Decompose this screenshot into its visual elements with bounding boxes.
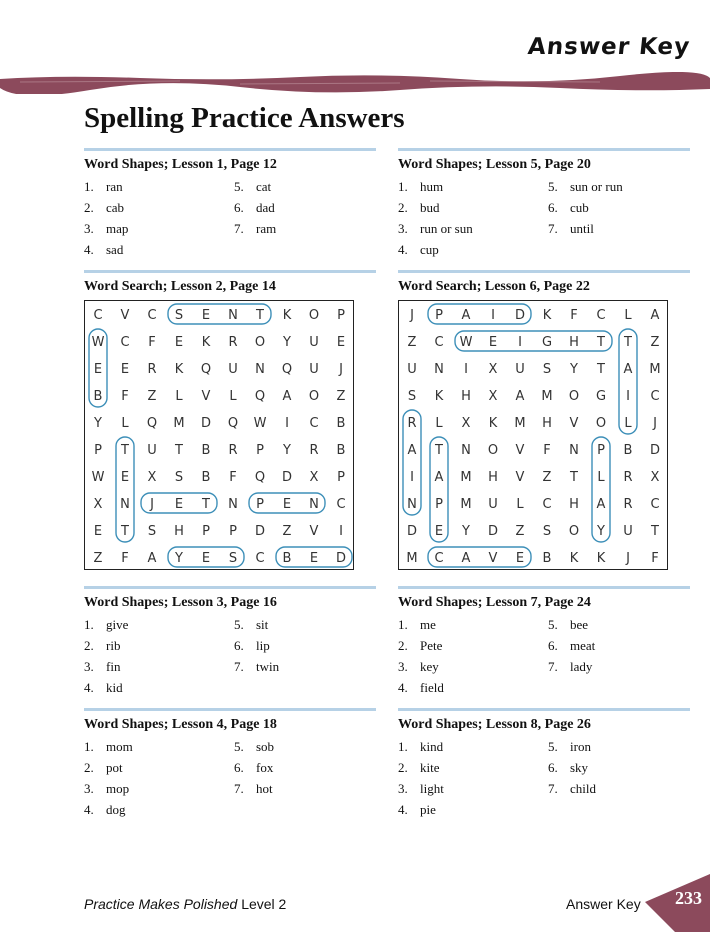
grid-letter: K	[542, 308, 552, 323]
answer-item: 7. lady	[548, 659, 593, 674]
grid-letter: S	[174, 470, 184, 485]
grid-letter: M	[406, 551, 418, 566]
section-rule	[84, 270, 376, 273]
grid-letter: S	[542, 362, 552, 377]
grid-letter: X	[488, 389, 498, 404]
grid-letter: F	[570, 308, 578, 323]
grid-letter: E	[434, 524, 444, 539]
grid-letter: E	[282, 497, 292, 512]
word-search-grid-svg	[85, 301, 355, 571]
grid-letter: U	[515, 362, 525, 377]
grid-letter: Y	[462, 524, 470, 539]
grid-letter: R	[623, 497, 633, 512]
grid-letter: L	[624, 416, 632, 431]
grid-letter: V	[120, 308, 130, 323]
grid-letter: C	[650, 389, 660, 404]
grid-letter: P	[597, 443, 605, 458]
grid-letter: U	[228, 362, 238, 377]
grid-letter: D	[254, 524, 266, 539]
grid-letter: I	[464, 362, 468, 377]
grid-letter: V	[201, 389, 211, 404]
grid-letter: N	[569, 443, 579, 458]
page-title: Spelling Practice Answers	[84, 102, 405, 134]
grid-letter: R	[623, 470, 633, 485]
grid-letter: J	[410, 308, 414, 323]
section-heading: Word Shapes; Lesson 5, Page 20	[398, 157, 591, 172]
grid-letter: U	[309, 335, 319, 350]
word-search-grid-2	[398, 300, 668, 570]
answer-item: 4. cup	[398, 242, 439, 257]
grid-letter: S	[228, 551, 238, 566]
grid-letter: Q	[281, 362, 293, 377]
answer-item: 6. sky	[548, 760, 589, 775]
grid-letter: D	[200, 416, 212, 431]
grid-letter: I	[491, 308, 495, 323]
grid-letter: J	[626, 551, 630, 566]
grid-letter: X	[309, 470, 319, 485]
grid-letter: Y	[283, 443, 291, 458]
grid-letter: I	[518, 335, 522, 350]
grid-letter: H	[174, 524, 184, 539]
grid-letter: J	[339, 362, 343, 377]
section-rule	[84, 148, 376, 151]
grid-letter: Y	[94, 416, 102, 431]
section-lesson-4	[84, 708, 376, 827]
word-search-grid-1	[84, 300, 354, 570]
grid-letter: N	[120, 497, 130, 512]
header-title: Answer Key	[526, 34, 692, 60]
answer-item: 6. fox	[234, 760, 274, 775]
grid-letter: A	[461, 308, 471, 323]
answer-item: 6. lip	[234, 638, 270, 653]
grid-letter: Q	[254, 470, 266, 485]
grid-letter: M	[460, 470, 472, 485]
grid-letter: E	[201, 551, 211, 566]
grid-letter: O	[568, 389, 580, 404]
grid-letter: C	[147, 308, 157, 323]
grid-letter: K	[201, 335, 211, 350]
grid-letter: Q	[200, 362, 212, 377]
answer-item: 4. dog	[84, 802, 126, 817]
grid-letter: O	[308, 389, 320, 404]
answer-item: 1. ran	[84, 179, 123, 194]
answer-item: 3. mop	[84, 781, 130, 796]
section-heading: Word Search; Lesson 6, Page 22	[398, 279, 590, 294]
grid-letter: U	[623, 524, 633, 539]
answer-item: 4. pie	[398, 802, 436, 817]
answer-item: 1. mom	[84, 739, 133, 754]
grid-letter: F	[543, 443, 551, 458]
grid-letter: E	[336, 335, 346, 350]
section-rule	[398, 586, 690, 589]
grid-letter: S	[174, 308, 184, 323]
grid-letter: W	[253, 416, 267, 431]
answer-item: 4. kid	[84, 680, 123, 695]
answer-list	[398, 615, 690, 705]
section-heading: Word Shapes; Lesson 1, Page 12	[84, 157, 277, 172]
footer-book-title: Practice Makes Polished Level 2	[84, 896, 287, 912]
grid-letter: Z	[407, 335, 417, 350]
grid-letter: K	[596, 551, 606, 566]
grid-letter: A	[596, 497, 606, 512]
answer-item: 2. Pete	[398, 638, 443, 653]
grid-letter: V	[515, 470, 525, 485]
grid-letter: H	[488, 470, 498, 485]
grid-letter: Y	[175, 551, 183, 566]
grid-letter: C	[650, 497, 660, 512]
grid-letter: R	[309, 443, 319, 458]
answer-item: 7. hot	[234, 781, 273, 796]
answer-item: 1. kind	[398, 739, 444, 754]
section-rule	[398, 148, 690, 151]
grid-letter: D	[514, 308, 526, 323]
grid-letter: R	[407, 416, 417, 431]
grid-letter: X	[650, 470, 660, 485]
section-rule	[398, 270, 690, 273]
grid-letter: N	[255, 362, 265, 377]
grid-letter: R	[147, 362, 157, 377]
grid-letter: O	[308, 308, 320, 323]
grid-letter: Z	[336, 389, 346, 404]
answer-item: 5. bee	[548, 617, 589, 632]
grid-letter: I	[410, 470, 414, 485]
answer-item: 2. kite	[398, 760, 440, 775]
answer-item: 4. field	[398, 680, 444, 695]
grid-letter: B	[336, 443, 346, 458]
grid-letter: W	[91, 335, 105, 350]
grid-letter: E	[120, 470, 130, 485]
grid-letter: P	[229, 524, 237, 539]
footer-section-label: Answer Key	[566, 896, 641, 912]
grid-letter: I	[285, 416, 289, 431]
grid-letter: F	[651, 551, 659, 566]
section-lesson-7	[398, 586, 690, 705]
grid-letter: E	[174, 497, 184, 512]
grid-letter: G	[541, 335, 553, 350]
grid-letter: C	[309, 416, 319, 431]
grid-letter: C	[542, 497, 552, 512]
grid-letter: W	[91, 470, 105, 485]
section-lesson-5	[398, 148, 690, 267]
grid-letter: S	[147, 524, 157, 539]
grid-letter: Q	[227, 416, 239, 431]
grid-letter: P	[256, 443, 264, 458]
grid-letter: C	[434, 335, 444, 350]
grid-letter: Q	[254, 389, 266, 404]
grid-letter: N	[228, 497, 238, 512]
grid-letter: P	[94, 443, 102, 458]
grid-letter: B	[623, 443, 633, 458]
grid-letter: P	[256, 497, 264, 512]
grid-letter: T	[121, 524, 129, 539]
answer-item: 3. key	[398, 659, 439, 674]
grid-letter: P	[435, 497, 443, 512]
section-lesson-3	[84, 586, 376, 705]
grid-letter: B	[201, 443, 211, 458]
grid-letter: Z	[515, 524, 525, 539]
grid-letter: E	[515, 551, 525, 566]
grid-letter: N	[407, 497, 417, 512]
grid-letter: K	[282, 308, 292, 323]
grid-letter: X	[461, 416, 471, 431]
grid-letter: V	[488, 551, 498, 566]
grid-letter: P	[337, 470, 345, 485]
section-heading: Word Shapes; Lesson 7, Page 24	[398, 595, 591, 610]
grid-letter: U	[488, 497, 498, 512]
grid-letter: Z	[147, 389, 157, 404]
grid-letter: F	[229, 470, 237, 485]
answer-item: 5. sob	[234, 739, 275, 754]
grid-letter: O	[487, 443, 499, 458]
answer-item: 2. cab	[84, 200, 125, 215]
section-lesson-1	[84, 148, 376, 267]
grid-letter: E	[93, 524, 103, 539]
grid-letter: L	[624, 308, 632, 323]
grid-letter: R	[228, 335, 238, 350]
grid-letter: L	[229, 389, 237, 404]
grid-letter: U	[309, 362, 319, 377]
answer-list	[398, 737, 690, 827]
grid-letter: I	[339, 524, 343, 539]
answer-item: 2. bud	[398, 200, 440, 215]
grid-letter: J	[150, 497, 154, 512]
grid-letter: J	[653, 416, 657, 431]
grid-letter: P	[435, 308, 443, 323]
grid-letter: T	[597, 335, 605, 350]
answer-item: 5. iron	[548, 739, 591, 754]
section-word-search-lesson-6	[398, 270, 690, 295]
grid-letter: A	[461, 551, 471, 566]
grid-letter: C	[336, 497, 346, 512]
answer-item: 5. sit	[234, 617, 269, 632]
answer-list	[84, 737, 376, 827]
section-rule	[84, 708, 376, 711]
grid-letter: T	[624, 335, 632, 350]
page-number: 233	[675, 888, 702, 908]
grid-letter: A	[650, 308, 660, 323]
grid-letter: Y	[283, 335, 291, 350]
grid-letter: G	[595, 389, 607, 404]
grid-letter: A	[623, 362, 633, 377]
answer-item: 1. me	[398, 617, 436, 632]
grid-letter: L	[175, 389, 183, 404]
grid-letter: C	[434, 551, 444, 566]
section-heading: Word Shapes; Lesson 8, Page 26	[398, 717, 591, 732]
grid-letter: N	[228, 308, 238, 323]
word-search-grid-svg	[399, 301, 669, 571]
grid-letter: N	[461, 443, 471, 458]
grid-letter: D	[649, 443, 661, 458]
grid-letter: Z	[93, 551, 103, 566]
answer-item: 2. pot	[84, 760, 123, 775]
grid-letter: V	[309, 524, 319, 539]
grid-letter: D	[335, 551, 347, 566]
grid-letter: N	[309, 497, 319, 512]
grid-letter: A	[515, 389, 525, 404]
grid-letter: H	[569, 497, 579, 512]
answer-item: 7. child	[548, 781, 596, 796]
grid-letter: Z	[650, 335, 660, 350]
grid-letter: E	[309, 551, 319, 566]
grid-letter: T	[570, 470, 578, 485]
grid-letter: M	[649, 362, 661, 377]
grid-letter: L	[121, 416, 129, 431]
grid-letter: H	[542, 416, 552, 431]
grid-letter: U	[407, 362, 417, 377]
section-lesson-8	[398, 708, 690, 827]
grid-letter: Z	[282, 524, 292, 539]
answer-list	[84, 177, 376, 267]
grid-letter: A	[282, 389, 292, 404]
grid-letter: A	[434, 470, 444, 485]
grid-letter: A	[147, 551, 157, 566]
answer-item: 3. fin	[84, 659, 121, 674]
grid-letter: B	[336, 416, 346, 431]
grid-letter: M	[541, 389, 553, 404]
grid-letter: H	[461, 389, 471, 404]
grid-letter: Z	[542, 470, 552, 485]
grid-letter: T	[121, 443, 129, 458]
answer-list	[398, 177, 690, 267]
grid-letter: N	[434, 362, 444, 377]
grid-letter: C	[93, 308, 103, 323]
grid-letter: E	[93, 362, 103, 377]
grid-letter: E	[488, 335, 498, 350]
grid-letter: T	[435, 443, 443, 458]
answer-item: 4. sad	[84, 242, 124, 257]
section-heading: Word Shapes; Lesson 4, Page 18	[84, 717, 277, 732]
section-word-search-lesson-2	[84, 270, 376, 295]
grid-letter: M	[460, 497, 472, 512]
grid-letter: C	[255, 551, 265, 566]
grid-letter: F	[148, 335, 156, 350]
grid-letter: K	[434, 389, 444, 404]
grid-letter: E	[201, 308, 211, 323]
grid-letter: B	[201, 470, 211, 485]
grid-letter: D	[487, 524, 499, 539]
section-rule	[398, 708, 690, 711]
grid-letter: O	[595, 416, 607, 431]
grid-letter: D	[281, 470, 293, 485]
grid-letter: T	[256, 308, 264, 323]
grid-letter: X	[147, 470, 157, 485]
section-heading: Word Search; Lesson 2, Page 14	[84, 279, 276, 294]
grid-letter: C	[120, 335, 130, 350]
grid-letter: O	[254, 335, 266, 350]
answer-item: 3. map	[84, 221, 129, 236]
section-rule	[84, 586, 376, 589]
answer-list	[84, 615, 376, 705]
grid-letter: D	[406, 524, 418, 539]
grid-letter: B	[93, 389, 103, 404]
grid-letter: M	[173, 416, 185, 431]
grid-letter: I	[626, 389, 630, 404]
answer-item: 6. cub	[548, 200, 589, 215]
grid-letter: T	[202, 497, 210, 512]
grid-letter: U	[147, 443, 157, 458]
section-heading: Word Shapes; Lesson 3, Page 16	[84, 595, 277, 610]
grid-letter: L	[597, 470, 605, 485]
grid-letter: L	[516, 497, 524, 512]
grid-letter: T	[651, 524, 659, 539]
answer-item: 2. rib	[84, 638, 121, 653]
answer-item: 5. cat	[234, 179, 272, 194]
header-brush-band	[0, 72, 710, 94]
answer-item: 7. twin	[234, 659, 280, 674]
grid-letter: C	[596, 308, 606, 323]
grid-letter: Y	[597, 524, 605, 539]
grid-letter: T	[597, 362, 605, 377]
grid-letter: K	[174, 362, 184, 377]
answer-item: 6. meat	[548, 638, 596, 653]
answer-item: 5. sun or run	[548, 179, 623, 194]
grid-letter: S	[407, 389, 417, 404]
grid-letter: A	[407, 443, 417, 458]
grid-letter: X	[488, 362, 498, 377]
grid-letter: F	[121, 389, 129, 404]
grid-letter: R	[228, 443, 238, 458]
answer-item: 7. ram	[234, 221, 277, 236]
grid-letter: B	[282, 551, 292, 566]
grid-letter: T	[175, 443, 183, 458]
grid-letter: B	[542, 551, 552, 566]
answer-item: 1. hum	[398, 179, 444, 194]
grid-letter: V	[515, 443, 525, 458]
grid-letter: E	[174, 335, 184, 350]
grid-letter: M	[514, 416, 526, 431]
grid-letter: Q	[146, 416, 158, 431]
grid-letter: L	[435, 416, 443, 431]
grid-letter: P	[202, 524, 210, 539]
answer-item: 1. give	[84, 617, 129, 632]
grid-letter: P	[337, 308, 345, 323]
grid-letter: K	[569, 551, 579, 566]
grid-letter: K	[488, 416, 498, 431]
grid-letter: X	[93, 497, 103, 512]
found-word-loop-weight	[455, 331, 612, 351]
grid-letter: S	[542, 524, 552, 539]
grid-letter: W	[459, 335, 473, 350]
answer-item: 7. until	[548, 221, 594, 236]
grid-letter: H	[569, 335, 579, 350]
grid-letter: E	[120, 362, 130, 377]
grid-letter: F	[121, 551, 129, 566]
grid-letter: Y	[570, 362, 578, 377]
grid-letter: V	[569, 416, 579, 431]
answer-item: 3. light	[398, 781, 444, 796]
grid-letter: O	[568, 524, 580, 539]
answer-item: 6. dad	[234, 200, 275, 215]
answer-item: 3. run or sun	[398, 221, 473, 236]
